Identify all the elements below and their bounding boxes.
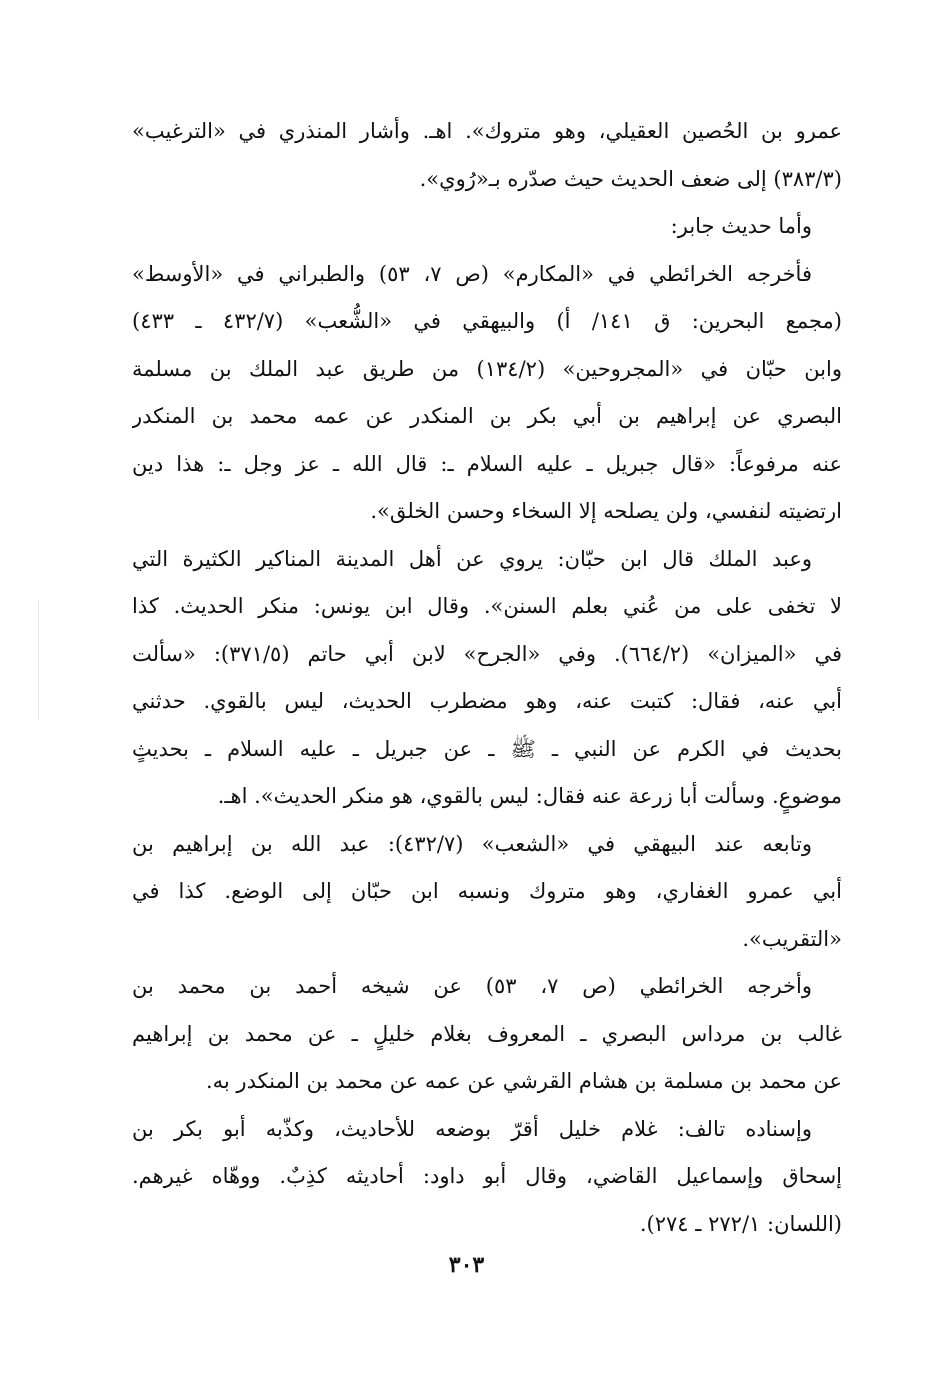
margin-rule [38,600,39,720]
text-line: (اللسان: ٢٧٢/١ ـ ٢٧٤). [639,1211,842,1236]
text-line: إسحاق وإسماعيل القاضي، وقال أبو داود: أحاديثه كذِبٌ. ووهّاه غيرهم. [132,1164,842,1188]
text-line: عمرو بن الحُصين العقيلي، وهو متروك». اهـ. وأشار المنذري في «الترغيب» [132,119,842,143]
text-line: وأما حديث جابر: [670,214,812,238]
page-number: ٣٠٣ [448,1252,485,1278]
text-line: بحديث في الكرم عن النبي ـ ﷺ ـ عن جبريل ـ عليه السلام ـ بحديثٍ [132,736,842,761]
text-line: في «الميزان» (٦٦٤/٢). وفي «الجرح» لابن أبي حاتم (٣٧١/٥): «سألت [132,641,842,666]
text-line: البصري عن إبراهيم بن أبي بكر بن المنكدر عن عمه محمد بن المنكدر [132,404,842,428]
text-line: أبي عنه، فقال: كتبت عنه، وهو مضطرب الحديث، ليس بالقوي. حدثني [132,689,842,713]
text-line: (مجمع البحرين: ق ١٤١/ أ) والبيهقي في «الشُّعب» (٤٣٢/٧ ـ ٤٣٣) [132,309,842,333]
text-line: وأخرجه الخرائطي (ص ٧، ٥٣) عن شيخه أحمد بن محمد بن [132,974,812,998]
text-line: لا تخفى على من عُني بعلم السنن». وقال ابن يونس: منكر الحديث. كذا [132,594,842,618]
text-line: غالب بن مرداس البصري ـ المعروف بغلام خليلٍ ـ عن محمد بن إبراهيم [132,1021,842,1046]
page-body [132,108,842,1248]
text-line: (٣٨٣/٣) إلى ضعف الحديث حيث صدّره بـ«رُوي». [419,166,842,191]
text-line: وعبد الملك قال ابن حبّان: يروي عن أهل المدينة المناكير الكثيرة التي [132,546,812,571]
text-line: وتابعه عند البيهقي في «الشعب» (٤٣٢/٧): عبد الله بن إبراهيم بن [132,831,812,856]
text-line: موضوعٍ. وسألت أبا زرعة عنه فقال: ليس بالقوي، هو منكر الحديث». اهـ. [217,784,842,808]
text-line: وابن حبّان في «المجروحين» (١٣٤/٢) من طريق عبد الملك بن مسلمة [132,356,842,381]
text-line: ارتضيته لنفسي، ولن يصلحه إلا السخاء وحسن الخلق». [370,499,842,523]
text-line: فأخرجه الخرائطي في «المكارم» (ص ٧، ٥٣) والطبراني في «الأوسط» [132,261,812,286]
text-line: عن محمد بن مسلمة بن هشام القرشي عن عمه عن محمد بن المنكدر به. [205,1069,842,1093]
text-line: أبي عمرو الغفاري، وهو متروك ونسبه ابن حبّان إلى الوضع. كذا في [132,879,842,903]
text-line: وإسناده تالف: غلام خليل أقرّ بوضعه للأحاديث، وكذّبه أبو بكر بن [132,1116,812,1141]
text-line: عنه مرفوعاً: «قال جبريل ـ عليه السلام ـ: قال الله ـ عز وجل ـ: هذا دين [132,451,842,476]
text-line: «التقريب». [742,926,842,951]
